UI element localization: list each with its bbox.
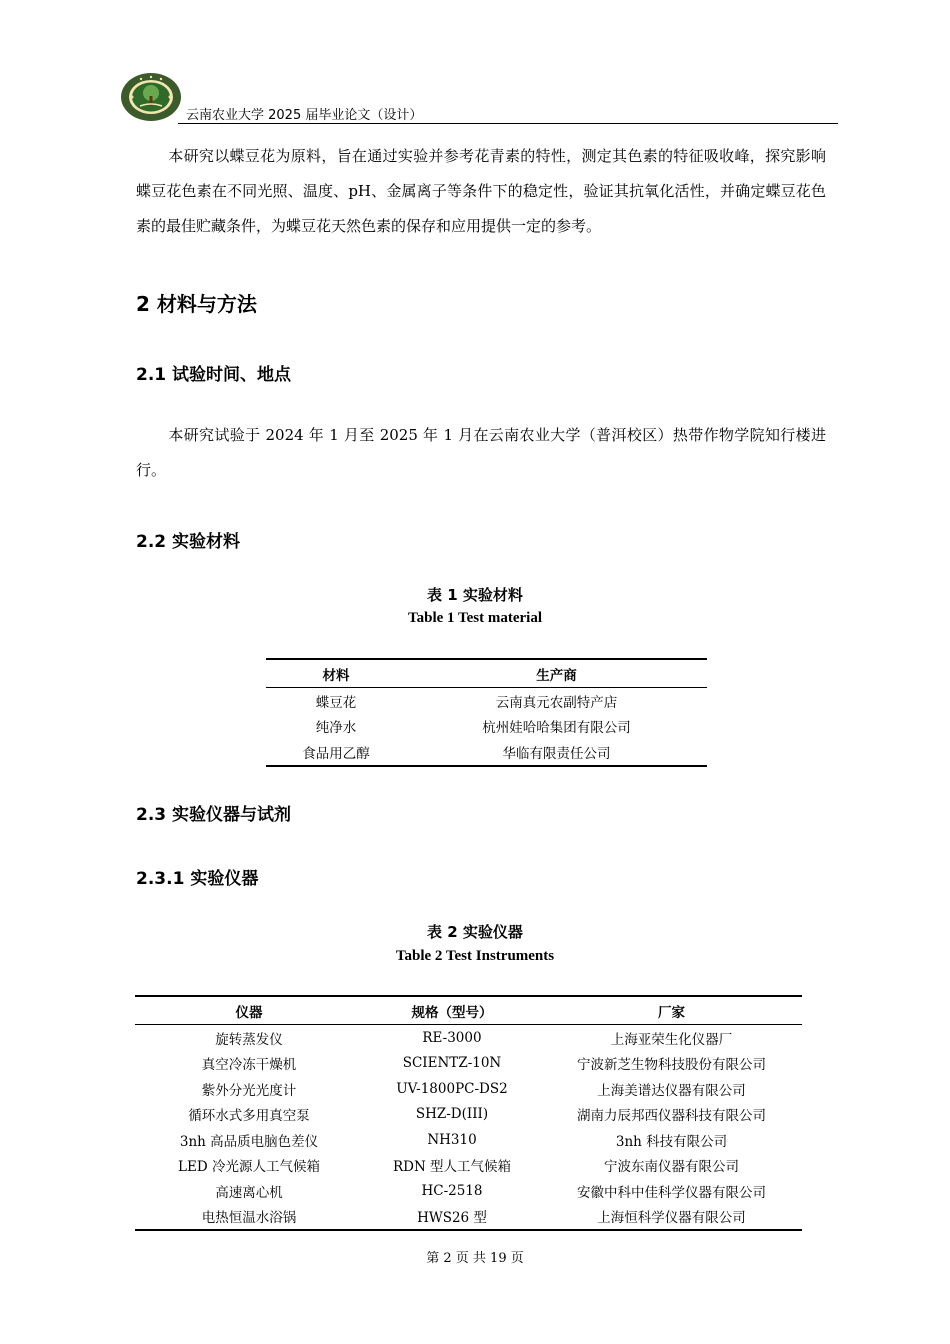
table-cell: 3nh 高品质电脑色差仪 xyxy=(179,1133,319,1150)
table-row xyxy=(135,1127,802,1153)
table-cell: NH310 xyxy=(427,1131,477,1148)
table-2-caption-cn: 表 2 实验仪器 xyxy=(427,923,523,941)
section-2-2-heading: 2.2 实验材料 xyxy=(136,532,241,552)
table-cell: 纯净水 xyxy=(315,720,357,737)
table-row xyxy=(135,1102,802,1128)
table-header-row xyxy=(135,996,802,1025)
table-row xyxy=(135,1076,802,1102)
table-cell: RDN 型人工气候箱 xyxy=(392,1159,512,1176)
table-row xyxy=(135,1051,802,1077)
table-cell: 云南真元农副特产店 xyxy=(495,694,618,711)
table-cell: 紫外分光光度计 xyxy=(201,1082,297,1099)
table-cell: 上海亚荣生化仪器厂 xyxy=(610,1031,733,1048)
table-cell: LED 冷光源人工气候箱 xyxy=(178,1159,320,1176)
table-header-row xyxy=(266,659,707,688)
section-2-heading: 2 材料与方法 xyxy=(136,292,257,316)
table-2-caption-en: Table 2 Test Instruments xyxy=(395,948,555,964)
table-cell: 湖南力辰邦西仪器科技有限公司 xyxy=(577,1108,766,1125)
table-cell: HC-2518 xyxy=(421,1182,483,1199)
table-row xyxy=(266,739,707,766)
table-cell: SCIENTZ-10N xyxy=(402,1055,502,1072)
table-2-instruments xyxy=(135,995,802,1231)
page-footer: 第 2 页 共 19 页 xyxy=(426,1251,524,1266)
table-cell: 上海美谱达仪器有限公司 xyxy=(597,1082,746,1099)
table-cell: RE-3000 xyxy=(422,1029,482,1046)
table-row xyxy=(135,1025,802,1051)
section-2-3-1-heading: 2.3.1 实验仪器 xyxy=(136,869,259,889)
table-cell: 宁波新芝生物科技股份有限公司 xyxy=(577,1057,766,1074)
table-cell: 真空冷冻干燥机 xyxy=(201,1057,297,1074)
university-logo-icon xyxy=(120,72,182,122)
table-header-cell: 材料 xyxy=(266,659,406,688)
table-cell: 旋转蒸发仪 xyxy=(215,1031,283,1048)
table-header-cell: 厂家 xyxy=(541,996,802,1025)
table-row xyxy=(266,688,707,714)
table-row xyxy=(135,1153,802,1179)
table-cell: 杭州娃哈哈集团有限公司 xyxy=(482,720,631,737)
page-header xyxy=(120,70,838,126)
intro-paragraph: 本研究以蝶豆花为原料，旨在通过实验并参考花青素的特性，测定其色素的特征吸收峰，探究影响蝶豆花色素在不同光照、温度、pH、金属离子等条件下的稳定性，验证其抗氧化活性，并确定蝶豆花色素的最佳贮藏条件，为蝶豆花天然色素的保存和应用提供一定的参考。 xyxy=(136,147,826,235)
table-cell: SHZ-D(III) xyxy=(415,1106,489,1123)
table-1-caption-en: Table 1 Test material xyxy=(407,610,543,626)
section-2-3-heading: 2.3 实验仪器与试剂 xyxy=(136,805,292,825)
table-header-cell: 仪器 xyxy=(135,996,363,1025)
table-cell: 上海恒科学仪器有限公司 xyxy=(541,1204,802,1231)
table-row xyxy=(135,1204,802,1231)
table-1-materials xyxy=(266,658,707,767)
header-title: 云南农业大学 2025 届毕业论文（设计） xyxy=(186,108,423,123)
table-cell: 食品用乙醇 xyxy=(266,739,406,766)
table-cell: 华临有限责任公司 xyxy=(406,739,707,766)
section-2-1-paragraph: 本研究试验于 2024 年 1 月至 2025 年 1 月在云南农业大学（普洱校区）热带作物学院知行楼进行。 xyxy=(136,426,826,479)
table-cell: 3nh 科技有限公司 xyxy=(615,1133,728,1150)
table-cell: HWS26 型 xyxy=(363,1204,541,1231)
table-cell: 宁波东南仪器有限公司 xyxy=(604,1159,739,1176)
header-rule xyxy=(178,123,838,124)
table-header-cell: 规格（型号） xyxy=(363,996,541,1025)
table-cell: 高速离心机 xyxy=(215,1184,283,1201)
table-header-cell: 生产商 xyxy=(406,659,707,688)
table-cell: 安徽中科中佳科学仪器有限公司 xyxy=(577,1184,766,1201)
section-2-1-heading: 2.1 试验时间、地点 xyxy=(136,365,292,385)
table-row xyxy=(135,1178,802,1204)
table-row xyxy=(266,714,707,740)
table-cell: 蝶豆花 xyxy=(315,694,357,711)
table-cell: UV-1800PC-DS2 xyxy=(396,1080,508,1097)
table-cell: 循环水式多用真空泵 xyxy=(188,1108,310,1125)
table-1-caption-cn: 表 1 实验材料 xyxy=(427,586,523,604)
table-cell: 电热恒温水浴锅 xyxy=(135,1204,363,1231)
